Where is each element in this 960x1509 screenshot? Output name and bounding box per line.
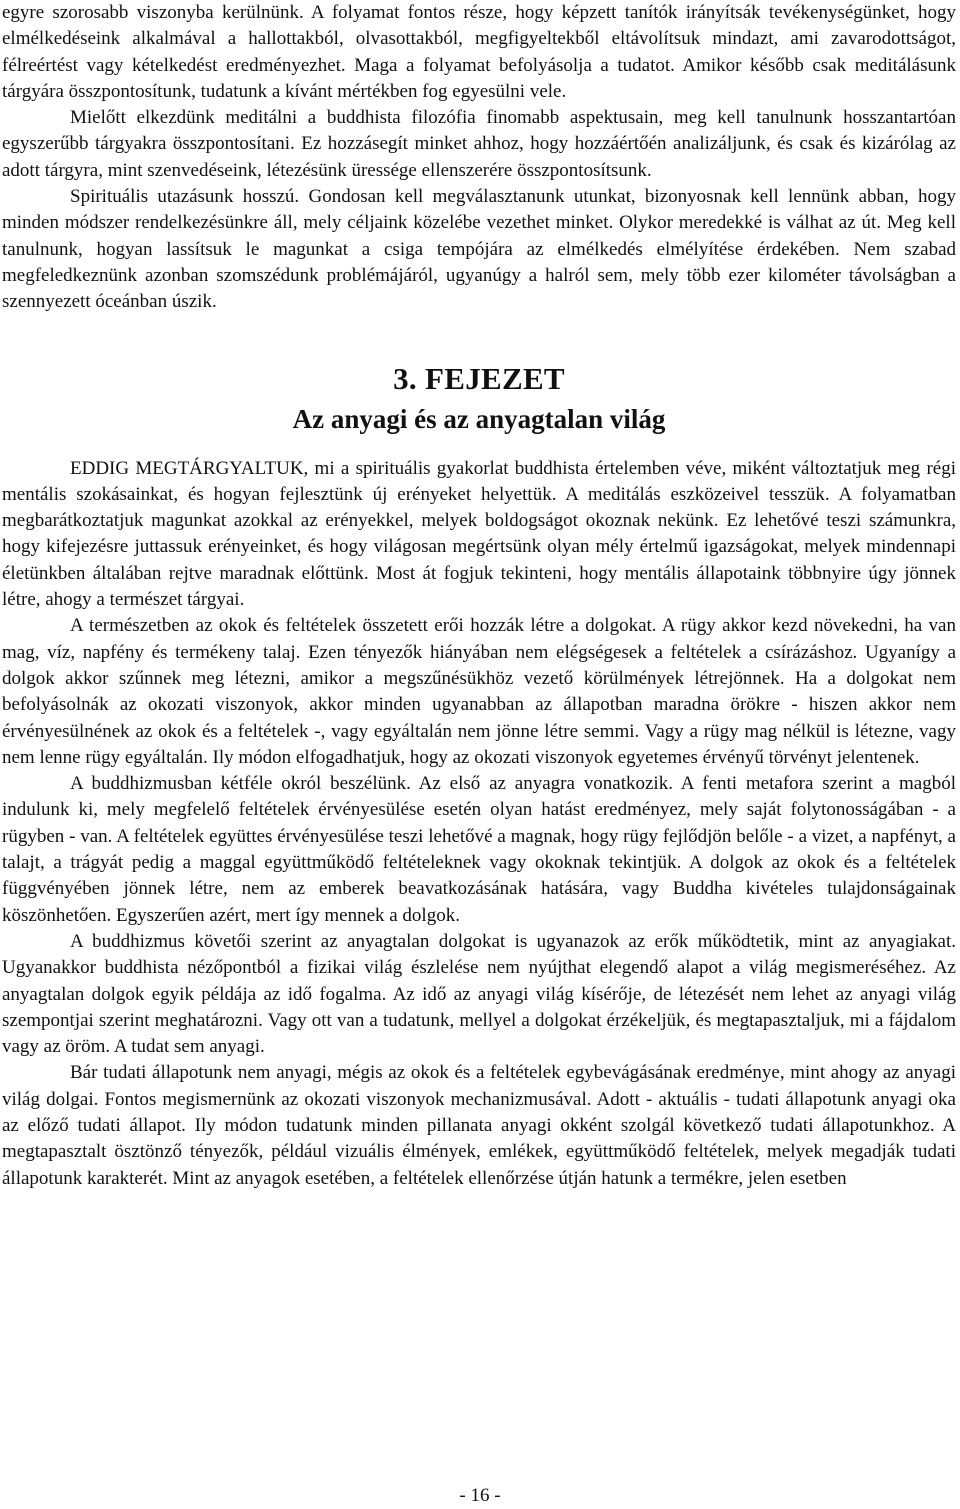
page-number: - 16 - — [459, 1485, 501, 1506]
chapter-number: 3. FEJEZET — [393, 360, 565, 396]
paragraph: Spirituális utazásunk hosszú. Gondosan kell megválasztanunk utunkat, bizonyosnak kell lennünk abban, hogy minden módszer rendelkezésünkre áll, mely céljaink közelébe vezethet minket. Olykor meredekké is válhat az út. Meg kell tanulnunk, hogyan lassítsuk le magunkat a csiga tempójára az elmélkedés elmélyítése érdekében. Nem szabad megfeledkeznünk azonban szomszédunk problémájáról, ugyanúgy a halról sem, mely több ezer kilométer távolságban a szennyezett óceánban úszik. — [2, 186, 956, 313]
paragraph: egyre szorosabb viszonyba kerülnünk. A folyamat fontos része, hogy képzett tanítók irányítsák tevékenységünket, hogy elmélkedéseink alkalmával a hallottakból, olvasottakból, megfigyeltekből eltávolítsuk mindazt, ami zavarodottságot, félreértést vagy kételkedést eredményezhet. Maga a folyamat befolyásolja a tudatot. Amikor később csak meditálásunk tárgyára összpontosítunk, tudatunk a kívánt mértékben fog egyesülni vele. — [2, 2, 956, 102]
paragraph: Bár tudati állapotunk nem anyagi, mégis az okok és a feltételek egybevágásának eredménye, mint ahogy az anyagi világ dolgai. Fontos megismernünk az okozati viszonyok mechanizmusával. Adott - aktuális - tudati állapotunk anyagi oka az előző tudati állapot. Ily módon tudatunk minden pillanata anyagi okként szolgál következő tudati állapotunkhoz. A megtapasztalt ösztönző tényezők, például vizuális élmények, emlékek, együttműködő feltételek, melyek megadják tudati állapotunk karakterét. Mint az anyagok esetében, a feltételek ellenőrzése útján hatunk a termékre, jelen esetben — [2, 1062, 956, 1189]
paragraph: A buddhizmusban kétféle okról beszélünk. Az első az anyagra vonatkozik. A fenti metafora szerint a magból indulunk ki, mely megfelelő feltételek érvényesülése esetén olyan hatást eredményez, mely saját folytonosságában - a rügyben - van. A feltételek együttes érvényesülése teszi lehetővé a magnak, hogy rügy fejlődjön belőle - a vizet, a napfényt, a talajt, a trágyát pedig a maggal együttműködő feltételeknek vagy okoknak tekintjük. A dolgok az okok és a feltételek függvényében jönnek létre, nem az emberek beavatkozásának hatására, vagy Buddha kivételes tulajdonságainak köszönhetően. Egyszerűen azért, mert így mennek a dolgok. — [2, 773, 956, 926]
paragraph: EDDIG MEGTÁRGYALTUK, mi a spirituális gyakorlat buddhista értelemben véve, miként változtatjuk meg régi mentális szokásainkat, és hogyan fejlesztünk új erényeket helyettük. A meditálás eszközeivel tesszük. A folyamatban megbarátkoztatjuk magunkat azokkal az erényekkel, melyek boldogságot okoznak nekünk. Ez lehetővé teszi számunkra, hogy kifejezésre juttassuk erényeinket, és hogy világosan megértsünk olyan mély értelmű igazságokat, melyek mindennapi életünkben általában rejtve maradnak előttünk. Most át fogjuk tekinteni, hogy mentális állapotaink többnyire úgy jönnek létre, ahogy a természet tárgyai. — [2, 457, 956, 611]
chapter-title: Az anyagi és az anyagtalan világ — [292, 403, 666, 434]
paragraph: A buddhizmus követői szerint az anyagtalan dolgokat is ugyanazok az erők működtetik, mint az anyagiakat. Ugyanakkor buddhista nézőpontból a fizikai világ észlelése nem nyújthat elegendő alapot a világ megismeréséhez. Az anyagtalan dolgok egyik példája az idő fogalma. Az idő az anyagi világ kísérője, de létezését nem lehet az anyagi világ szempontjai szerint meghatározni. Vagy ott van a tudatunk, mellyel a dolgokat érzékeljük, és megtapasztaljuk, mi a fájdalom vagy az öröm. A tudat sem anyagi. — [2, 930, 956, 1058]
paragraph: Mielőtt elkezdünk meditálni a buddhista filozófia finomabb aspektusain, meg kell tanulnunk hosszantartóan egyszerűbb tárgyakra összpontosítani. Ez hozzásegít minket ahhoz, hogy hozzáértőén analizáljunk, és csak és kizárólag az adott tárgyra, mint szenvedéseink, létezésünk üressége ellenszerére összpontosítsunk. — [2, 107, 956, 181]
paragraph: A természetben az okok és feltételek összetett erői hozzák létre a dolgokat. A rügy akkor kezd növekedni, ha van mag, víz, napfény és termékeny talaj. Ezen tényezők hiányában nem elégségesek a feltételek a csírázáshoz. Ugyanígy a dolgok akkor szűnnek meg létezni, amikor a megszűnésükhöz vezető körülmények létrejönnek. Ha a dolgokat nem befolyásolnák az okozati viszonyok, akkor minden ugyanabban az állapotban maradna örökre - hiszen akkor nem érvényesülnének az okok és a feltételek -, vagy egyáltalán nem jönne létre semmi. Vagy a rügy mag nélkül is létezne, vagy nem lenne rügy egyáltalán. Ily módon elfogadhatjuk, hogy az okozati viszonyok egyetemes érvényű törvényt jelentenek. — [2, 615, 956, 768]
